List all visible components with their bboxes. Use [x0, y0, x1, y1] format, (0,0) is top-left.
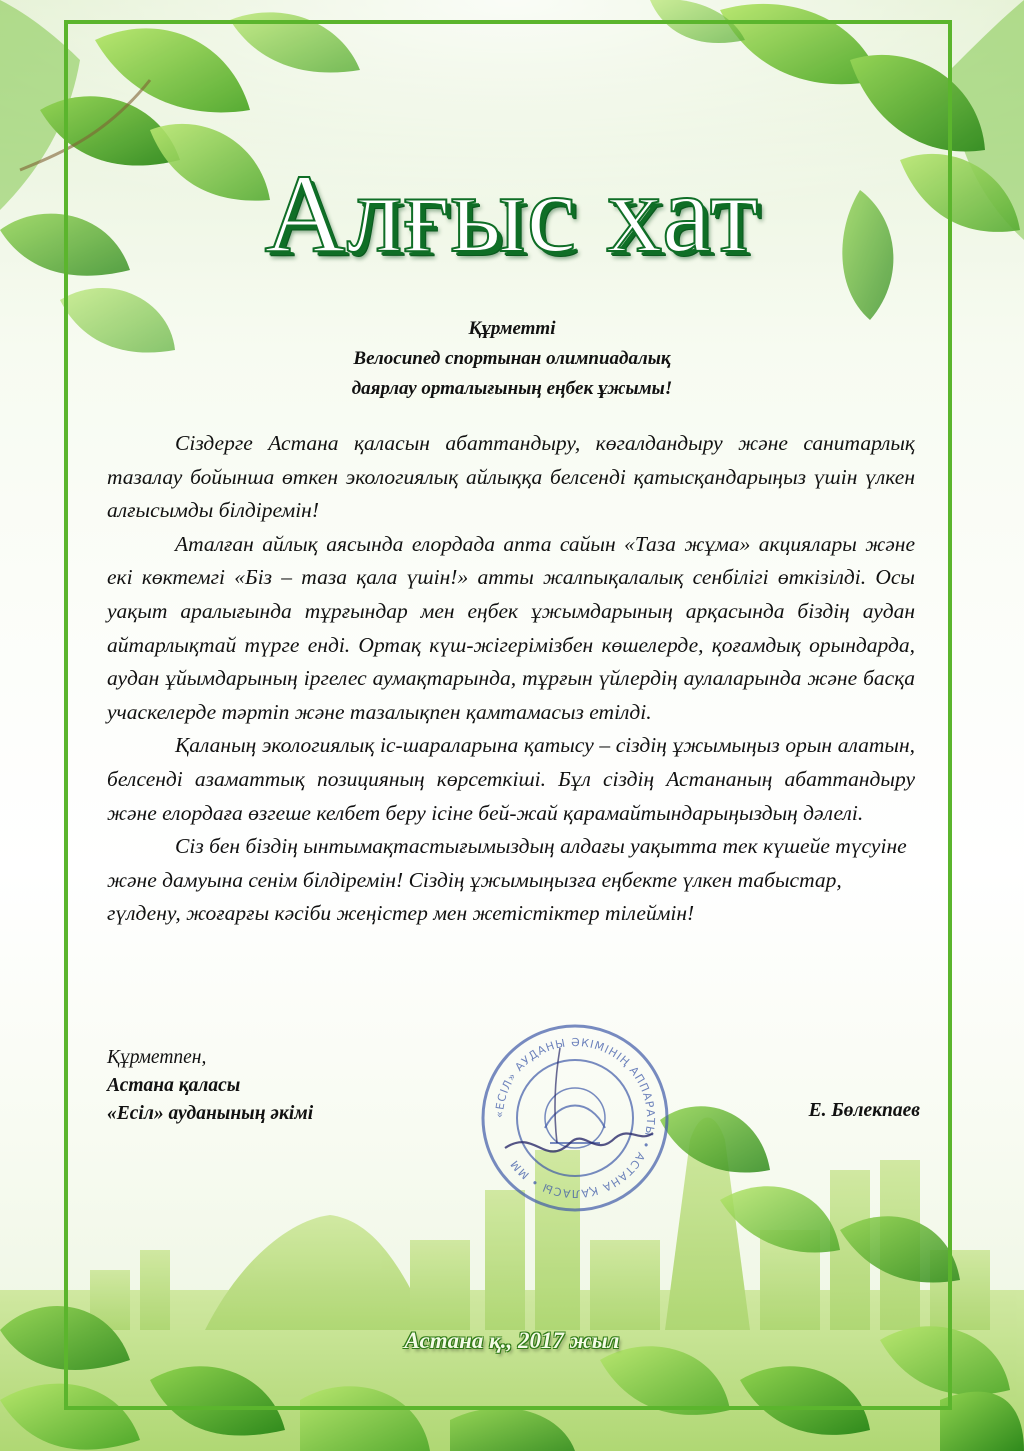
salutation-block	[0, 314, 1024, 404]
closing-line-1: Құрметпен,	[107, 1047, 207, 1068]
letter-body	[107, 427, 915, 931]
svg-text:«ЕСІЛ» АУДАНЫ ӘКІМІНІҢ АППАРАТ: «ЕСІЛ» АУДАНЫ ӘКІМІНІҢ АППАРАТЫ • АСТАНА ҚАЛАСЫ • ММ	[492, 1035, 658, 1201]
closing-line-2: Астана қаласы	[107, 1075, 241, 1096]
salutation-line-1: Құрметті	[468, 318, 556, 339]
body-paragraph-1: Сіздерге Астана қаласын абаттандыру, көгалдандыру және санитарлық тазалау бойынша өткен экологиялық айлыққа белсенді қатысқандарыңыз үшін үлкен алғысымды білдіремін!	[107, 431, 915, 523]
body-paragraph-2: Аталған айлық аясында елордада апта сайын «Таза жұма» акциялары және екі көктемгі «Біз – таза қала үшін!» атты жалпықалалық сенбілігі өткізілді. Осы уақыт аралығында тұрғындар мен еңбек ұжымдарының арқасында біздің аудан айтарлықтай түрге енді. Ортақ күш-жігерімізбен көшелерде, қоғамдық орындарда, аудан ұйымдарының іргелес аумақтарында, тұрғын үйлердің аулаларында және басқа учаскелерде тәртіп және тазалықпен қамтамасыз етілді.	[107, 531, 915, 724]
page-title: Алғыс хат	[264, 152, 760, 276]
body-paragraph-3: Қаланың экологиялық іс-шараларына қатысу – сіздің ұжымыңыз орын алатын, белсенді азаматтық позицияның көрсеткіші. Бұл сіздің Астананың абаттандыру және елордаға өзгеше келбет беру ісіне бей-жай қарамайтындарыңыздың дәлелі.	[107, 733, 915, 825]
place-and-year: Астана қ., 2017 жыл	[404, 1328, 620, 1353]
closing-block	[107, 1044, 313, 1128]
closing-line-3: «Есіл» ауданының әкімі	[107, 1103, 314, 1124]
signer-name: Е. Бөлекпаев	[808, 1100, 920, 1121]
salutation-line-3: даярлау орталығының еңбек ұжымы!	[351, 378, 673, 399]
official-seal-stamp	[475, 1018, 675, 1218]
salutation-line-2: Велосипед спортынан олимпиадалық	[353, 348, 671, 369]
body-paragraph-4: Сіз бен біздің ынтымақтастығымыздың алдағы уақытта тек күшейе түсуіне және дамуына сенім білдіремін! Сіздің ұжымыңызға еңбекте үлкен табыстар, гүлдену, жоғарғы кәсіби жеңістер мен жетістіктер тілеймін!	[107, 834, 907, 926]
